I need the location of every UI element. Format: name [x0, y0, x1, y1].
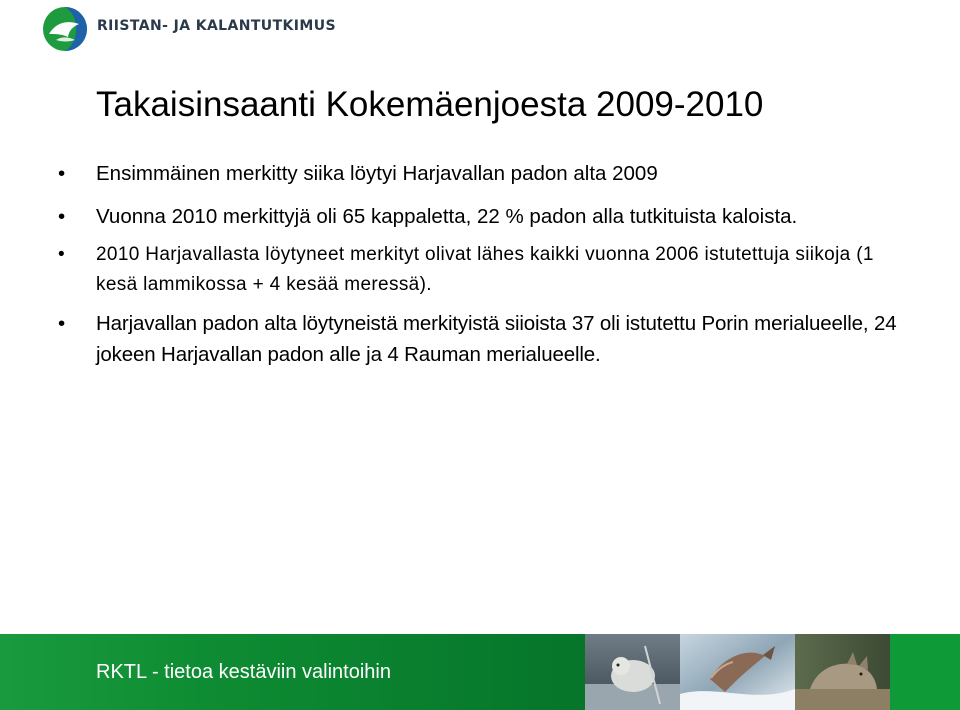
footer-photo-strip [585, 634, 960, 710]
logo-text: RIISTAN- JA KALANTUTKIMUS [97, 18, 336, 34]
salmon-photo [680, 634, 795, 710]
bullet-list [58, 158, 916, 370]
slide-title: Takaisinsaanti Kokemäenjoesta 2009-2010 [96, 85, 764, 124]
footer-band [0, 634, 960, 710]
bullet-item [58, 201, 916, 232]
seal-photo [585, 634, 680, 710]
footer-tagline: RKTL - tietoa kestäviin valintoihin [96, 661, 391, 683]
bullet-item [58, 158, 916, 189]
bullet-marker: • [58, 205, 66, 228]
rktl-logo-icon [42, 6, 88, 52]
bullet-marker: • [58, 162, 66, 185]
bullet-text: 2010 Harjavallasta löytyneet merkityt olivat lähes kaikki vuonna 2006 istutettuja siikoja (1 kesä lammikossa + 4 kesää meressä). [96, 244, 874, 295]
rktl-logo [42, 6, 362, 52]
bullet-item [58, 308, 916, 370]
wolf-photo [795, 634, 890, 710]
green-panel [890, 634, 960, 710]
bullet-text: Ensimmäinen merkitty siika löytyi Harjavallan padon alta 2009 [96, 162, 658, 185]
bullet-text: Vuonna 2010 merkittyjä oli 65 kappaletta, 22 % padon alla tutkituista kaloista. [96, 205, 798, 228]
bullet-marker: • [58, 244, 66, 265]
bullet-marker: • [58, 312, 66, 335]
bullet-text: Harjavallan padon alta löytyneistä merkityistä siioista 37 oli istutettu Porin merialueelle, 24 jokeen Harjavallan padon alle ja 4 Rauman merialueelle. [96, 312, 897, 366]
bullet-item [58, 240, 916, 300]
